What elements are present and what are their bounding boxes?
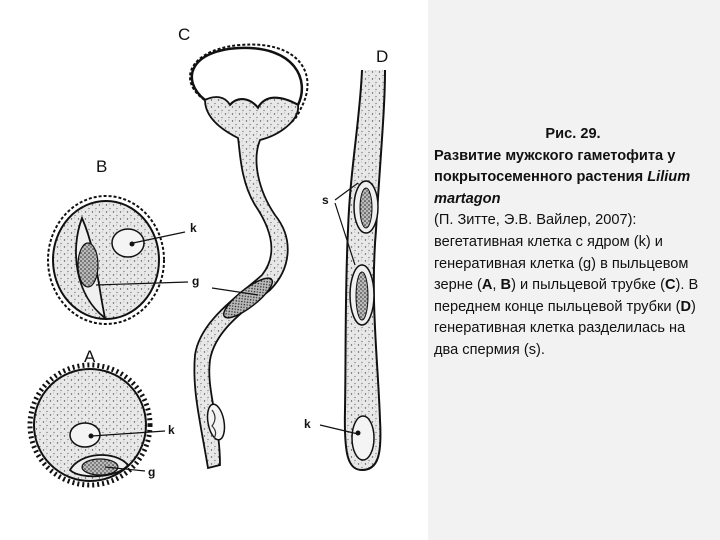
caption-title: Развитие мужского гаметофита у покрытосеменного растения [434, 147, 676, 186]
caption-text-5: ). В переднем конце пыльцевой трубки ( [434, 277, 699, 315]
label-d: D [376, 47, 389, 66]
pollen-grain-a [30, 365, 150, 485]
figure-caption [434, 124, 712, 362]
label-a: A [84, 347, 96, 366]
caption-source: (П. Зитте, Э.В. Вайлер, 2007): [434, 212, 637, 229]
label-k-a: k [168, 423, 175, 437]
figure-number: Рис. 29. [545, 126, 601, 142]
caption-s: s [528, 341, 537, 358]
caption-text-6: ) генеративная клетка разделилась на два спермия ( [434, 298, 696, 358]
caption-comma: , [492, 277, 501, 294]
caption-d: D [680, 298, 691, 315]
caption-text-4: ) и пыльцевой трубке ( [511, 277, 665, 294]
caption-text-1: вегетативная клетка с ядром ( [434, 233, 639, 250]
label-g-b: g [192, 274, 200, 288]
label-k-b: k [190, 221, 197, 235]
caption-g: g [583, 255, 592, 272]
caption-text-7: ). [536, 341, 545, 358]
caption-c: C [664, 277, 676, 294]
label-b: B [96, 157, 108, 176]
pollen-tube-d [345, 70, 385, 470]
label-g-a: g [148, 465, 156, 479]
caption-text-3: ) в пыльцевом зерне ( [434, 255, 689, 294]
caption-k: k [638, 233, 646, 250]
pollen-tube-c [190, 45, 307, 468]
label-c: C [178, 25, 191, 44]
pollen-grain-b [48, 196, 164, 324]
caption-a: A [481, 277, 493, 294]
species-name: Lilium martagon [434, 169, 691, 207]
label-k-d: k [304, 417, 311, 431]
label-s: s [322, 193, 329, 207]
caption-b: B [500, 277, 512, 294]
caption-text-2: ) и генеративная клетка ( [434, 233, 663, 272]
